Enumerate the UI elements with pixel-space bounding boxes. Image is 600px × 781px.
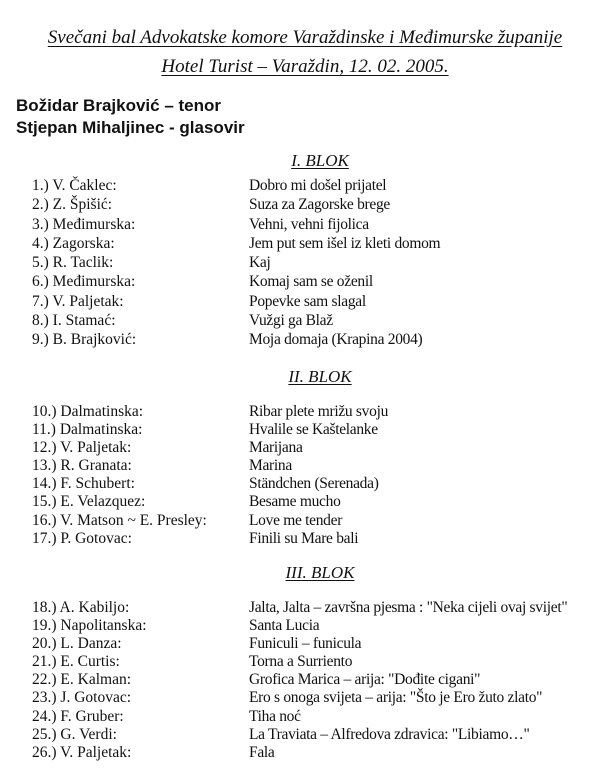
program-item: [32, 292, 440, 311]
program-item: [32, 744, 567, 762]
composer: 16.) V. Matson ~ E. Presley:: [32, 511, 207, 529]
program-item: [32, 599, 567, 617]
song-title: Fala: [249, 743, 275, 761]
performer-tenor: Božidar Brajković – tenor: [16, 96, 222, 115]
song-title: La Traviata – Alfredova zdravica: "Libiamo…": [249, 725, 530, 743]
composer: 7.) V. Paljetak:: [32, 292, 124, 310]
program-item: [32, 215, 440, 234]
program-item: [32, 617, 567, 635]
song-title: Ribar plete mrižu svoju: [249, 403, 389, 420]
program-item: [32, 311, 440, 330]
composer: 20.) L. Danza:: [32, 635, 122, 653]
composer: 9.) B. Brajković:: [32, 331, 137, 348]
song-title: Dobro mi došel prijatel: [249, 177, 387, 194]
composer: 12.) V. Paljetak:: [32, 439, 132, 457]
performer-piano: Stjepan Mihaljinec - glasovir: [16, 118, 245, 137]
program-item: [32, 653, 567, 671]
program-item: [32, 421, 388, 439]
song-title: Suza za Zagorske brege: [249, 196, 391, 214]
program-item: [32, 439, 388, 457]
composer: 10.) Dalmatinska:: [32, 403, 144, 420]
song-title: Santa Lucia: [249, 617, 320, 635]
program-item: [32, 403, 388, 421]
program-item: [32, 457, 388, 475]
program-list: [32, 176, 440, 349]
program-item: [32, 512, 388, 530]
song-title: Vehni, vehni fijolica: [249, 215, 369, 233]
song-title: Besame mucho: [249, 493, 341, 511]
program-list: [32, 599, 567, 762]
composer: 22.) E. Kalman:: [32, 671, 132, 689]
song-title: Love me tender: [249, 511, 343, 529]
composer: 8.) I. Stamać:: [32, 311, 116, 329]
document-title: Svečani bal Advokatske komore Varaždinske i Međimurske županije: [47, 27, 563, 48]
program-item: [32, 176, 440, 195]
composer: 1.) V. Čaklec:: [32, 177, 117, 194]
composer: 18.) A. Kabiljo:: [32, 599, 130, 616]
program-item: [32, 234, 440, 253]
composer: 24.) F. Gruber:: [32, 707, 124, 725]
program-item: [32, 272, 440, 291]
song-title: Jalta, Jalta – završna pjesma : "Neka cijeli ovaj svijet": [249, 599, 568, 616]
song-title: Torna a Surriento: [249, 653, 353, 671]
program-item: [32, 475, 388, 493]
song-title: Ero s onoga svijeta – arija: "Što je Ero žuto zlato": [249, 689, 543, 707]
program-item: [32, 689, 567, 707]
composer: 19.) Napolitanska:: [32, 617, 147, 635]
composer: 3.) Međimurska:: [32, 215, 136, 233]
composer: 4.) Zagorska:: [32, 234, 115, 252]
program-item: [32, 671, 567, 689]
composer: 26.) V. Paljetak:: [32, 743, 132, 761]
song-title: Ständchen (Serenada): [249, 475, 379, 493]
composer: 25.) G. Verdi:: [32, 725, 117, 743]
block-heading: I. BLOK: [291, 151, 349, 170]
document-subtitle: Hotel Turist – Varaždin, 12. 02. 2005.: [161, 56, 449, 77]
song-title: Popevke sam slagal: [249, 292, 366, 310]
composer: 15.) E. Velazquez:: [32, 493, 146, 511]
block-heading: III. BLOK: [285, 563, 355, 582]
composer: 5.) R. Taclik:: [32, 254, 114, 271]
program-list: [32, 403, 388, 548]
program-item: [32, 708, 567, 726]
song-title: Moja domaja (Krapina 2004): [249, 331, 423, 348]
composer: 23.) J. Gotovac:: [32, 689, 132, 707]
composer: 17.) P. Gotovac:: [32, 529, 132, 547]
block-heading: II. BLOK: [288, 367, 352, 386]
program-item: [32, 530, 388, 548]
program-item: [32, 330, 440, 349]
composer: 21.) E. Curtis:: [32, 653, 120, 671]
composer: 2.) Z. Špišić:: [32, 196, 113, 214]
song-title: Kaj: [249, 254, 271, 271]
composer: 11.) Dalmatinska:: [32, 421, 143, 439]
song-title: Funiculi – funicula: [249, 635, 362, 653]
song-title: Vužgi ga Blaž: [249, 311, 333, 329]
song-title: Finili su Mare bali: [249, 529, 359, 547]
composer: 14.) F. Schubert:: [32, 475, 135, 493]
song-title: Jem put sem išel iz kleti domom: [249, 234, 441, 252]
program-item: [32, 726, 567, 744]
composer: 13.) R. Granata:: [32, 457, 132, 475]
song-title: Grofica Marica – arija: "Dođite cigani": [249, 671, 481, 689]
song-title: Tiha noć: [249, 707, 301, 725]
program-item: [32, 195, 440, 214]
song-title: Komaj sam se oženil: [249, 273, 373, 291]
program-item: [32, 253, 440, 272]
composer: 6.) Međimurska:: [32, 273, 136, 291]
program-item: [32, 493, 388, 511]
song-title: Marina: [249, 457, 292, 475]
song-title: Hvalile se Kaštelanke: [249, 421, 378, 439]
program-item: [32, 635, 567, 653]
song-title: Marijana: [249, 439, 303, 457]
